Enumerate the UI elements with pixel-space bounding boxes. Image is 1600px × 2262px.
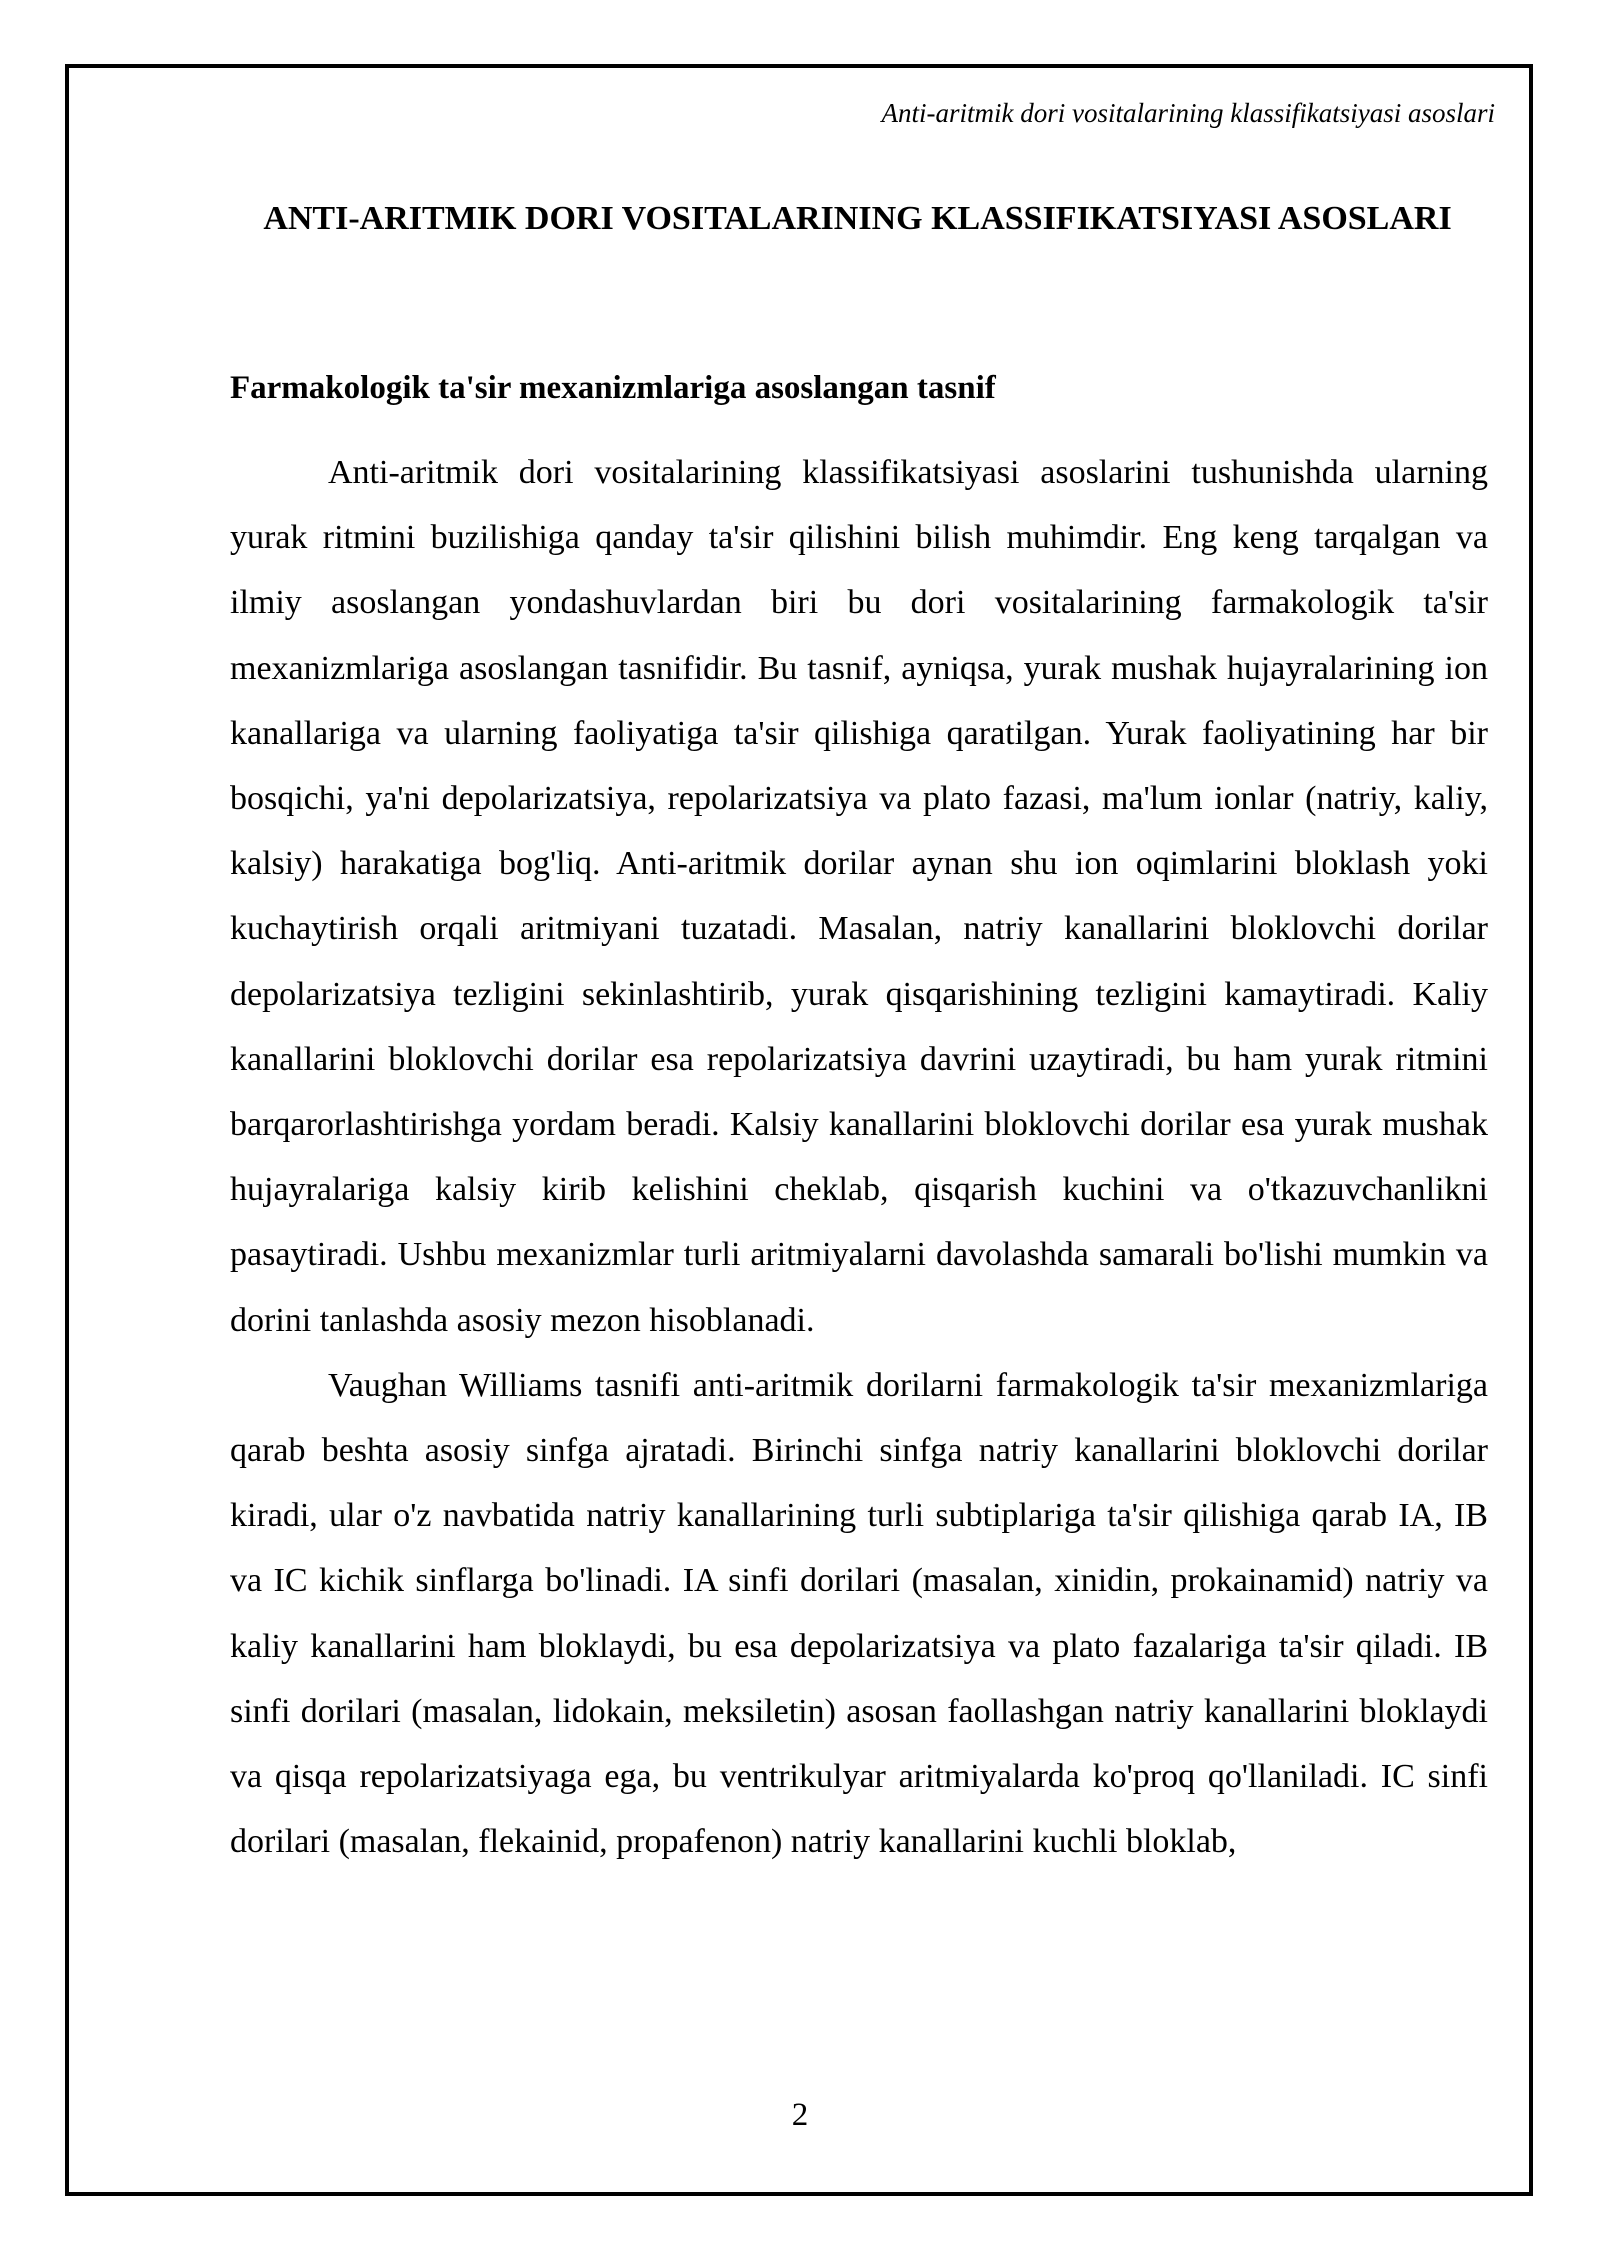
document-title: ANTI-ARITMIK DORI VOSITALARINING KLASSIFIKATSIYASI ASOSLARI	[263, 200, 1452, 237]
paragraph: Anti-aritmik dori vositalarining klassifikatsiyasi asoslarini tushunishda ularning yurak ritmini buzilishiga qanday ta'sir qilishini bilish muhimdir. Eng keng tarqalgan va ilmiy asoslangan yondashuvlardan biri bu dori vositalarining farmakologik ta'sir mexanizmlariga asoslangan tasnifidir. Bu tasnif, ayniqsa, yurak mushak hujayralarining ion kanallariga va ularning faoliyatiga ta'sir qilishiga qaratilgan. Yurak faoliyatining har bir bosqichi, ya'ni depolarizatsiya, repolarizatsiya va plato fazasi, ma'lum ionlar (natriy, kaliy, kalsiy) harakatiga bog'liq. Anti-aritmik dorilar aynan shu ion oqimlarini bloklash yoki kuchaytirish orqali aritmiyani tuzatadi. Masalan, natriy kanallarini bloklovchi dorilar depolarizatsiya tezligini sekinlashtirib, yurak qisqarishining tezligini kamaytiradi. Kaliy kanallarini bloklovchi dorilar esa repolarizatsiya davrini uzaytiradi, bu ham yurak ritmini barqarorlashtirishga yordam beradi. Kalsiy kanallarini bloklovchi dorilar esa yurak mushak hujayralariga kalsiy kirib kelishini cheklab, qisqarish kuchini va o'tkazuvchanlikni pasaytiradi. Ushbu mexanizmlar turli aritmiyalarni davolashda samarali bo'lishi mumkin va dorini tanlashda asosiy mezon hisoblanadi.	[230, 454, 1488, 1339]
page-number: 2	[791, 2097, 809, 2133]
section-heading: Farmakologik ta'sir mexanizmlariga asoslangan tasnif	[230, 370, 996, 406]
body-text	[230, 440, 1488, 1874]
paragraph: Vaughan Williams tasnifi anti-aritmik dorilarni farmakologik ta'sir mexanizmlariga qarab beshta asosiy sinfga ajratadi. Birinchi sinfga natriy kanallarini bloklovchi dorilar kiradi, ular o'z navbatida natriy kanallarining turli subtiplariga ta'sir qilishiga qarab IA, IB va IC kichik sinflarga bo'linadi. IA sinfi dorilari (masalan, xinidin, prokainamid) natriy va kaliy kanallarini ham bloklaydi, bu esa depolarizatsiya va plato fazalariga ta'sir qiladi. IB sinfi dorilari (masalan, lidokain, meksiletin) asosan faollashgan natriy kanallarini bloklaydi va qisqa repolarizatsiyaga ega, bu ventrikulyar aritmiyalarda ko'proq qo'llaniladi. IC sinfi dorilari (masalan, flekainid, propafenon) natriy kanallarini kuchli bloklab,	[230, 1366, 1488, 1861]
running-header: Anti-aritmik dori vositalarining klassifikatsiyasi asoslari	[881, 98, 1495, 128]
